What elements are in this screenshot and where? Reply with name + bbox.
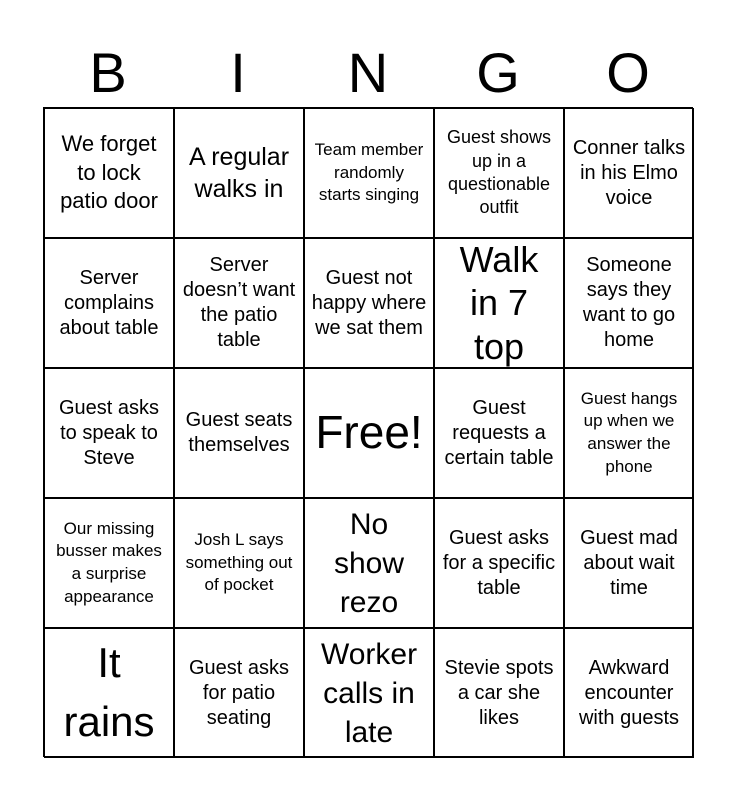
bingo-cell[interactable]: Server complains about table bbox=[44, 238, 174, 368]
bingo-cell[interactable]: Guest not happy where we sat them bbox=[304, 238, 434, 368]
bingo-cell[interactable]: Josh L says something out of pocket bbox=[174, 498, 304, 628]
bingo-cell[interactable]: Our missing busser makes a surprise appearance bbox=[44, 498, 174, 628]
bingo-cell[interactable]: Awkward encounter with guests bbox=[564, 628, 694, 758]
bingo-cell[interactable]: Guest seats themselves bbox=[174, 368, 304, 498]
bingo-free-cell[interactable]: Free! bbox=[304, 368, 434, 498]
header-letter-o: O bbox=[606, 41, 650, 104]
bingo-cell[interactable]: It rains bbox=[44, 628, 174, 758]
bingo-cell[interactable]: Worker calls in late bbox=[304, 628, 434, 758]
header-letter-g: G bbox=[476, 41, 520, 104]
bingo-cell[interactable]: Guest asks to speak to Steve bbox=[44, 368, 174, 498]
bingo-cell[interactable]: Guest hangs up when we answer the phone bbox=[564, 368, 694, 498]
bingo-cell[interactable]: We forget to lock patio door bbox=[44, 108, 174, 238]
bingo-grid bbox=[43, 107, 693, 757]
bingo-cell[interactable]: Someone says they want to go home bbox=[564, 238, 694, 368]
header-letter-n: N bbox=[347, 41, 389, 104]
bingo-cell[interactable]: No show rezo bbox=[304, 498, 434, 628]
bingo-cell[interactable]: Team member randomly starts singing bbox=[304, 108, 434, 238]
bingo-cell[interactable]: Guest shows up in a questionable outfit bbox=[434, 108, 564, 238]
bingo-cell[interactable]: Guest asks for patio seating bbox=[174, 628, 304, 758]
header-letter-i: I bbox=[230, 41, 246, 104]
bingo-cell[interactable]: A regular walks in bbox=[174, 108, 304, 238]
bingo-cell[interactable]: Conner talks in his Elmo voice bbox=[564, 108, 694, 238]
bingo-cell[interactable]: Guest mad about wait time bbox=[564, 498, 694, 628]
bingo-cell[interactable]: Guest asks for a specific table bbox=[434, 498, 564, 628]
bingo-cell[interactable]: Server doesn’t want the patio table bbox=[174, 238, 304, 368]
bingo-cell[interactable]: Walk in 7 top bbox=[434, 238, 564, 368]
bingo-cell[interactable]: Stevie spots a car she likes bbox=[434, 628, 564, 758]
bingo-header bbox=[43, 38, 693, 108]
bingo-cell[interactable]: Guest requests a certain table bbox=[434, 368, 564, 498]
header-letter-b: B bbox=[89, 41, 127, 104]
